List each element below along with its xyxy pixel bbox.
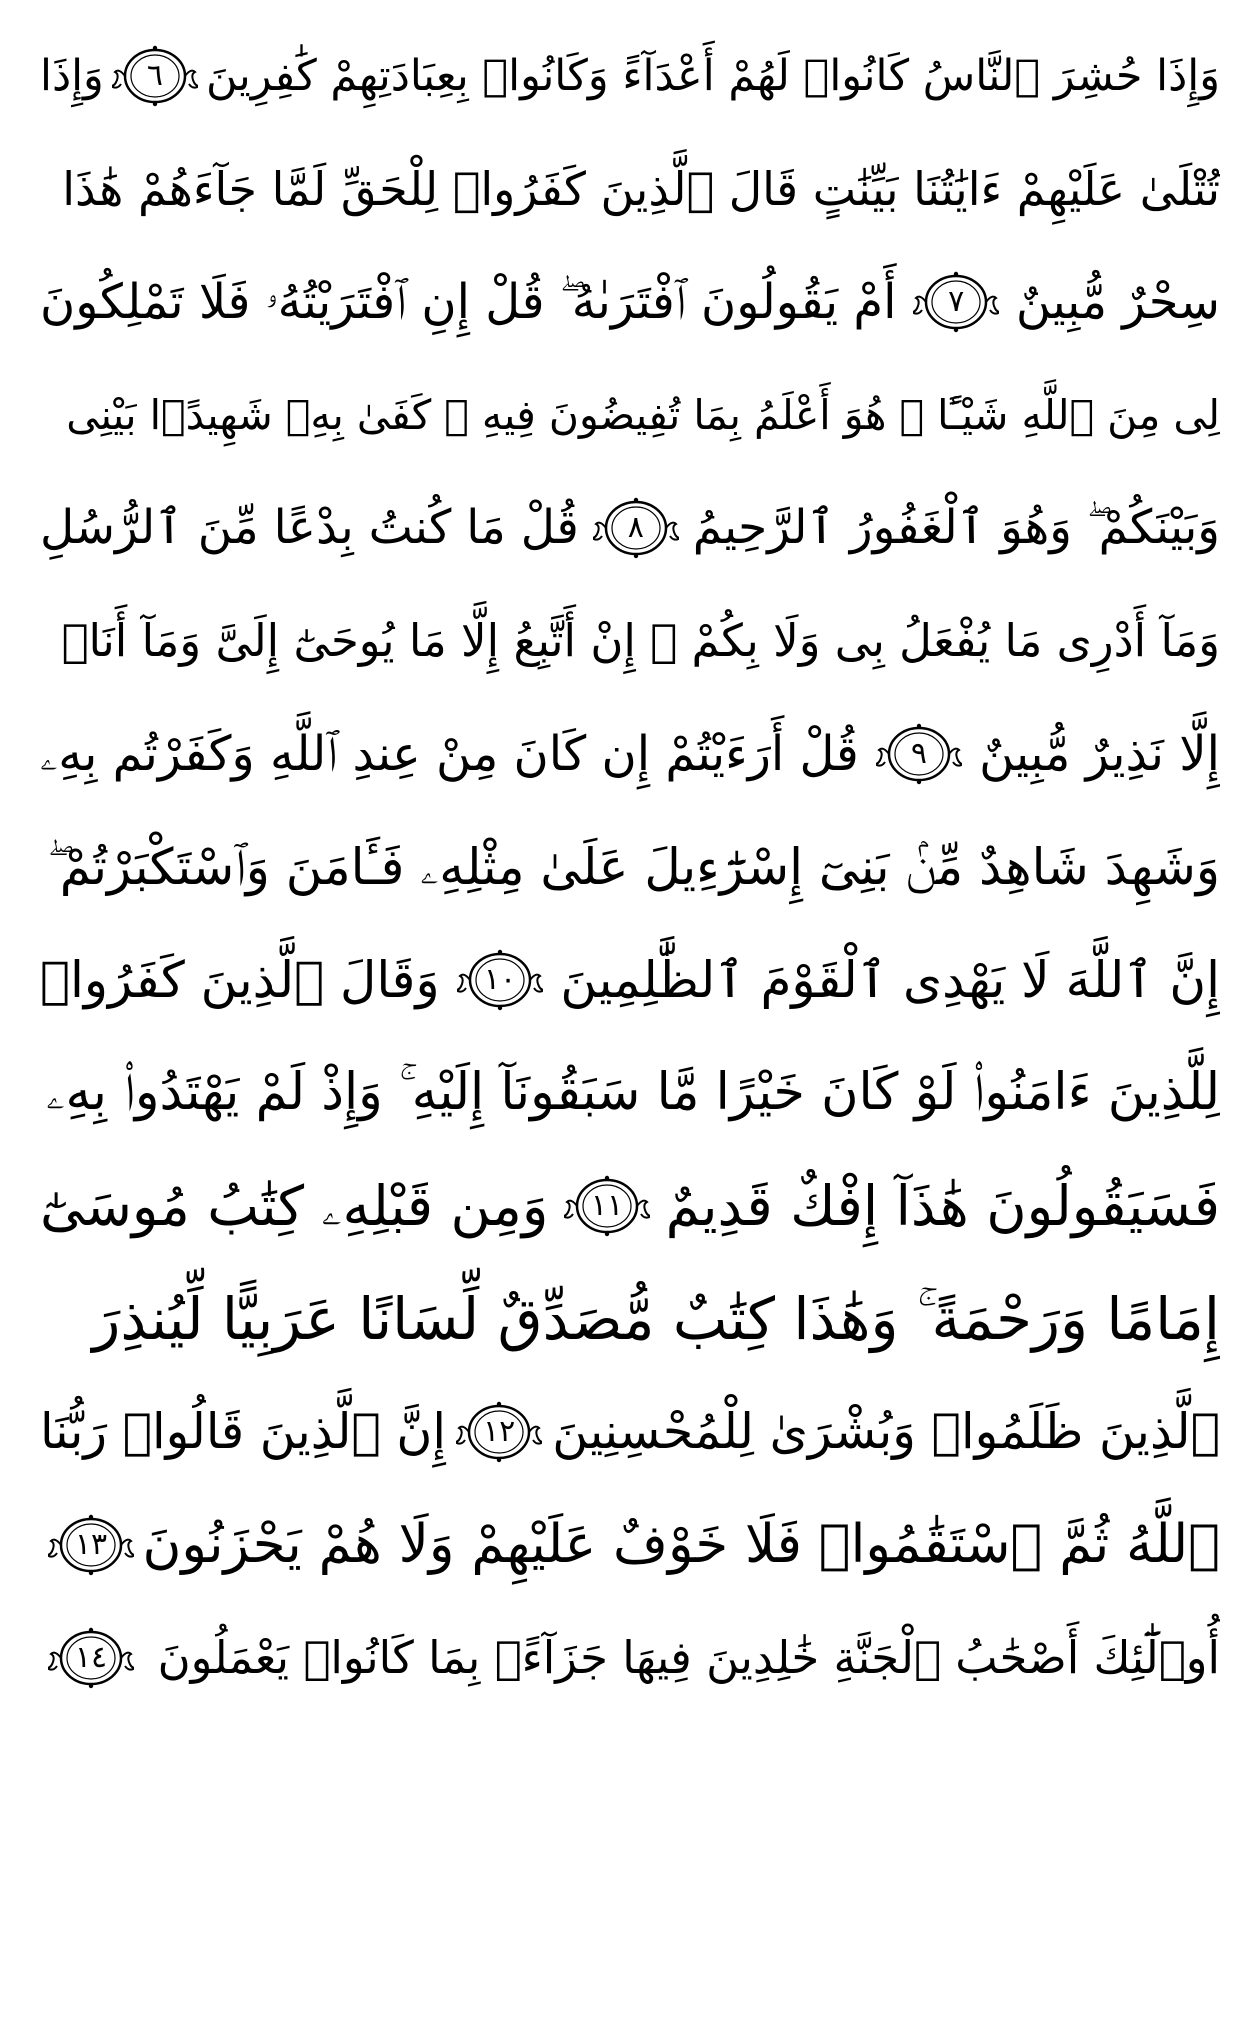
verse-text: قُلْ مَا كُنتُ بِدْعًا مِّنَ ٱلرُّسُلِ [40, 500, 579, 555]
verse-text: لِلَّذِينَ ءَامَنُوا۟ لَوْ كَانَ خَيْرًا مَّا سَبَقُونَآ إِلَيْهِ ۚ وَإِذْ لَمْ يَهْتَدُوا۟ بِهِۦ [46, 1063, 1220, 1122]
verse-line [40, 924, 1220, 1036]
verse-line [40, 585, 1220, 697]
verse-line [40, 246, 1220, 358]
ayah-number: ٧ [948, 284, 965, 319]
verse-text: سِحْرٌ مُّبِينٌ [1015, 274, 1220, 330]
verse-text: وَمَآ أَدْرِى مَا يُفْعَلُ بِى وَلَا بِكُمْ ۖ إِنْ أَتَّبِعُ إِلَّا مَا يُوحَىٰٓ إِلَىَّ وَمَآ أَنَا۠ [61, 614, 1220, 667]
verse-line [40, 1150, 1220, 1262]
verse-line [40, 1489, 1220, 1601]
verse-text: إِنَّ ٱللَّهَ لَا يَهْدِى ٱلْقَوْمَ ٱلظَّٰلِمِينَ [560, 951, 1220, 1009]
ayah-number: ١١ [590, 1188, 624, 1223]
verse-text: تُتْلَىٰ عَلَيْهِمْ ءَايَٰتُنَا بَيِّنَٰتٍ قَالَ ٱلَّذِينَ كَفَرُوا۟ لِلْحَقِّ لَمَّا جَآءَهُمْ هَٰذَا [62, 162, 1220, 216]
ayah-number: ٨ [627, 510, 644, 545]
verse-text: ٱللَّهُ ثُمَّ ٱسْتَقَٰمُوا۟ فَلَا خَوْفٌ عَلَيْهِمْ وَلَا هُمْ يَحْزَنُونَ [142, 1514, 1220, 1575]
verse-text: وَبَيْنَكُمْ ۖ وَهُوَ ٱلْغَفُورُ ٱلرَّحِيمُ [692, 500, 1220, 555]
verse-line [40, 1263, 1220, 1375]
ayah-number: ١٢ [483, 1414, 516, 1449]
ayah-number: ٦ [146, 58, 163, 93]
ayah-number: ٩ [910, 736, 928, 771]
verse-line [40, 811, 1220, 923]
verse-text: قُلْ أَرَءَيْتُمْ إِن كَانَ مِنْ عِندِ ٱللَّهِ وَكَفَرْتُم بِهِۦ [40, 726, 859, 782]
ayah-end-marker [564, 1173, 650, 1239]
verse-text: وَإِذَا [40, 51, 104, 101]
verse-line [40, 359, 1220, 471]
verse-line [40, 1602, 1220, 1714]
verse-line [40, 472, 1220, 584]
ayah-end-marker [876, 721, 962, 787]
ayah-end-marker [456, 1399, 542, 1465]
verse-text: أُو۟لَٰٓئِكَ أَصْحَٰبُ ٱلْجَنَّةِ خَٰلِدِينَ فِيهَا جَزَآءًۢ بِمَا كَانُوا۟ يَعْمَلُونَ [157, 1631, 1220, 1684]
verse-line [40, 20, 1220, 132]
verse-line [40, 1376, 1220, 1488]
ayah-number: ١٠ [483, 962, 517, 997]
verse-text: فَسَيَقُولُونَ هَٰذَآ إِفْكٌ قَدِيمٌ [665, 1174, 1220, 1238]
verse-text: ٱلَّذِينَ ظَلَمُوا۟ وَبُشْرَىٰ لِلْمُحْسِنِينَ [552, 1403, 1220, 1460]
ayah-end-marker [112, 43, 198, 109]
verse-text: إِنَّ ٱلَّذِينَ قَالُوا۟ رَبُّنَا [40, 1403, 446, 1460]
ayah-number: ١٤ [74, 1640, 108, 1675]
ayah-end-marker [593, 495, 679, 561]
verse-text: أَمْ يَقُولُونَ ٱفْتَرَىٰهُ ۖ قُلْ إِنِ ٱفْتَرَيْتُهُۥ فَلَا تَمْلِكُونَ [40, 274, 897, 330]
ayah-end-marker [913, 269, 999, 335]
verse-text: إِمَامًا وَرَحْمَةً ۚ وَهَٰذَا كِتَٰبٌ مُّصَدِّقٌ لِّسَانًا عَرَبِيًّا لِّيُنذِرَ [92, 1285, 1220, 1353]
ayah-end-marker [457, 947, 543, 1013]
verse-text: وَمِن قَبْلِهِۦ كِتَٰبُ مُوسَىٰٓ [40, 1174, 549, 1238]
ayah-end-marker [48, 1625, 134, 1691]
ayah-end-marker [48, 1512, 134, 1578]
verse-text: لِى مِنَ ٱللَّهِ شَيْـًٔا ۖ هُوَ أَعْلَمُ بِمَا تُفِيضُونَ فِيهِ ۖ كَفَىٰ بِهِۦ شَهِيدًۢا بَيْنِى [66, 391, 1220, 439]
verse-text: إِلَّا نَذِيرٌ مُّبِينٌ [979, 726, 1220, 782]
verse-text: وَإِذَا حُشِرَ ٱلنَّاسُ كَانُوا۟ لَهُمْ أَعْدَآءً وَكَانُوا۟ بِعِبَادَتِهِمْ كَٰفِرِينَ [206, 51, 1220, 101]
verse-text: وَشَهِدَ شَاهِدٌ مِّنۢ بَنِىٓ إِسْرَٰٓءِيلَ عَلَىٰ مِثْلِهِۦ فَـَٔامَنَ وَٱسْتَكْبَرْتُمْ ۖ [47, 838, 1220, 896]
verse-line [40, 1037, 1220, 1149]
verse-text: وَقَالَ ٱلَّذِينَ كَفَرُوا۟ [40, 951, 440, 1009]
ayah-number: ١٣ [74, 1527, 108, 1562]
verse-line [40, 133, 1220, 245]
verse-line [40, 698, 1220, 810]
